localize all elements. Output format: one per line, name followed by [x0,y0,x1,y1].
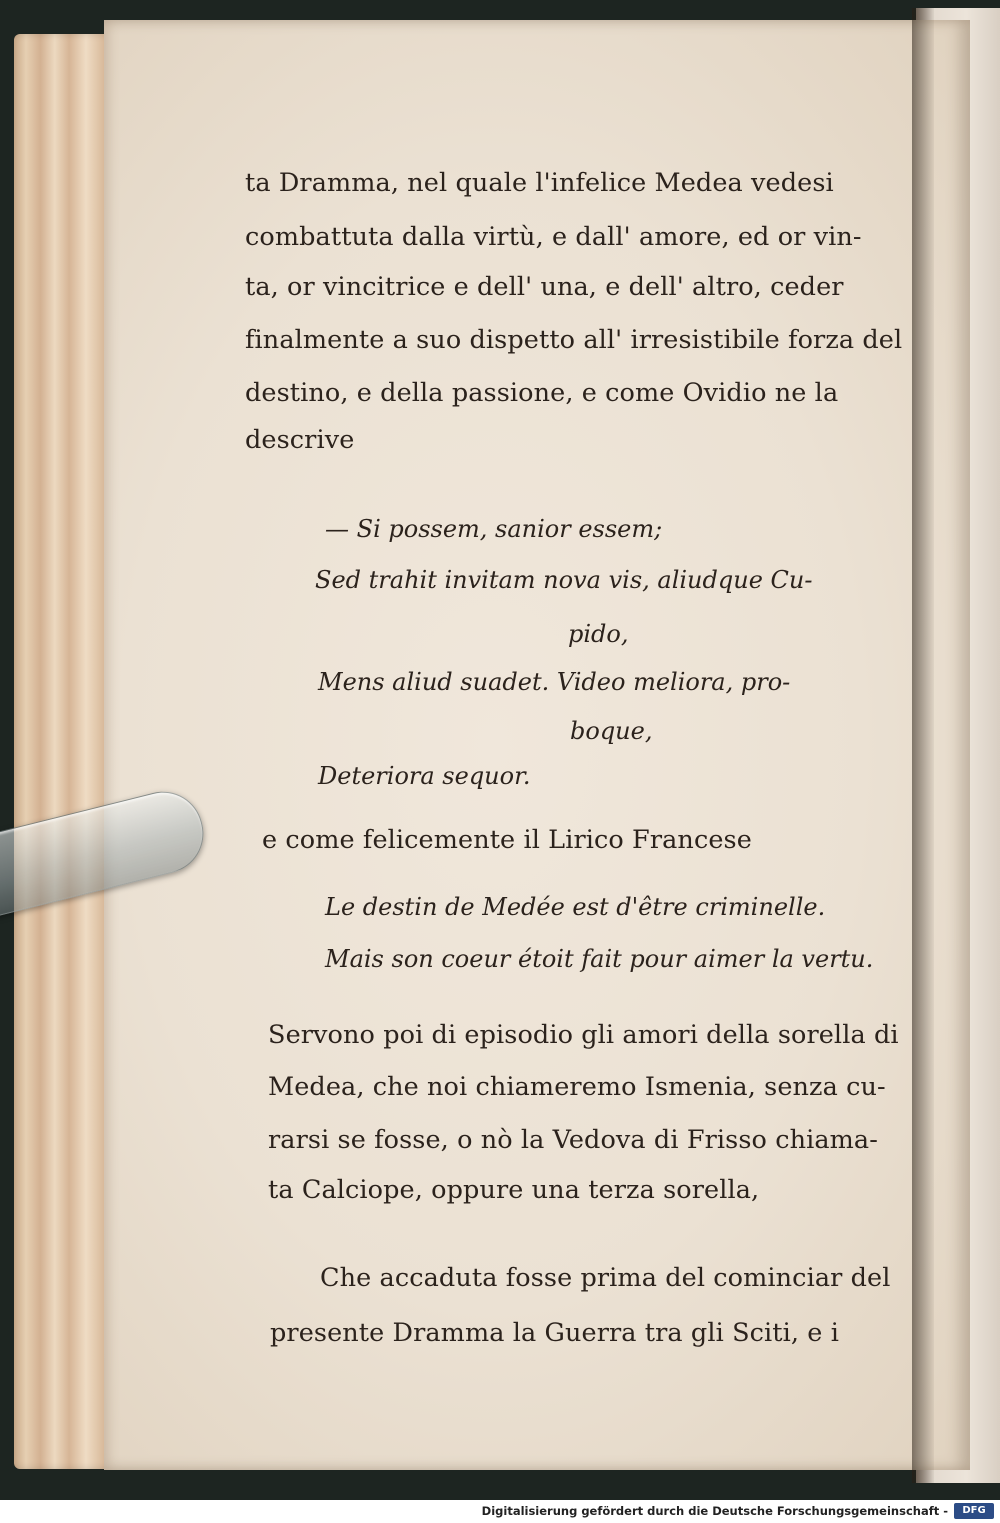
verse-line: pido, [568,620,629,648]
prose-line: ta Dramma, nel quale l'infelice Medea vedesi [245,168,834,198]
prose-line: rarsi se fosse, o nò la Vedova di Frisso chiama- [268,1125,878,1155]
prose-line: ta Calciope, oppure una terza sorella, [268,1175,760,1205]
prose-line: Servono poi di episodio gli amori della sorella di [268,1020,899,1050]
prose-line: ta, or vincitrice e dell' una, e dell' altro, ceder [245,272,844,302]
prose-line: Che accaduta fosse prima del cominciar del [320,1263,891,1293]
verse-line: Le destin de Medée est d'être criminelle. [325,893,826,921]
verse-line: boque, [570,717,653,745]
prose-line: presente Dramma la Guerra tra gli Sciti, e i [270,1318,839,1348]
prose-line: e come felicemente il Lirico Francese [262,825,752,855]
verse-line: Deteriora sequor. [318,762,531,790]
verse-line: — Si possem, sanior essem; [325,515,663,543]
prose-line: finalmente a suo dispetto all' irresistibile forza del [245,325,903,355]
gutter-shadow [912,8,934,1483]
verse-line: Sed trahit invitam nova vis, aliudque Cu- [315,566,813,594]
footer-credit: Digitalisierung gefördert durch die Deutsche Forschungsgemeinschaft - [481,1504,948,1518]
prose-line: destino, e della passione, e come Ovidio ne la [245,378,839,408]
prose-line: combattuta dalla virtù, e dall' amore, ed or vin- [245,222,862,252]
verse-line: Mens aliud suadet. Video meliora, pro- [318,668,791,696]
prose-line: descrive [245,425,355,455]
dfg-logo: DFG [954,1503,994,1519]
verse-line: Mais son coeur étoit fait pour aimer la vertu. [325,945,874,973]
prose-line: Medea, che noi chiameremo Ismenia, senza cu- [268,1072,886,1102]
